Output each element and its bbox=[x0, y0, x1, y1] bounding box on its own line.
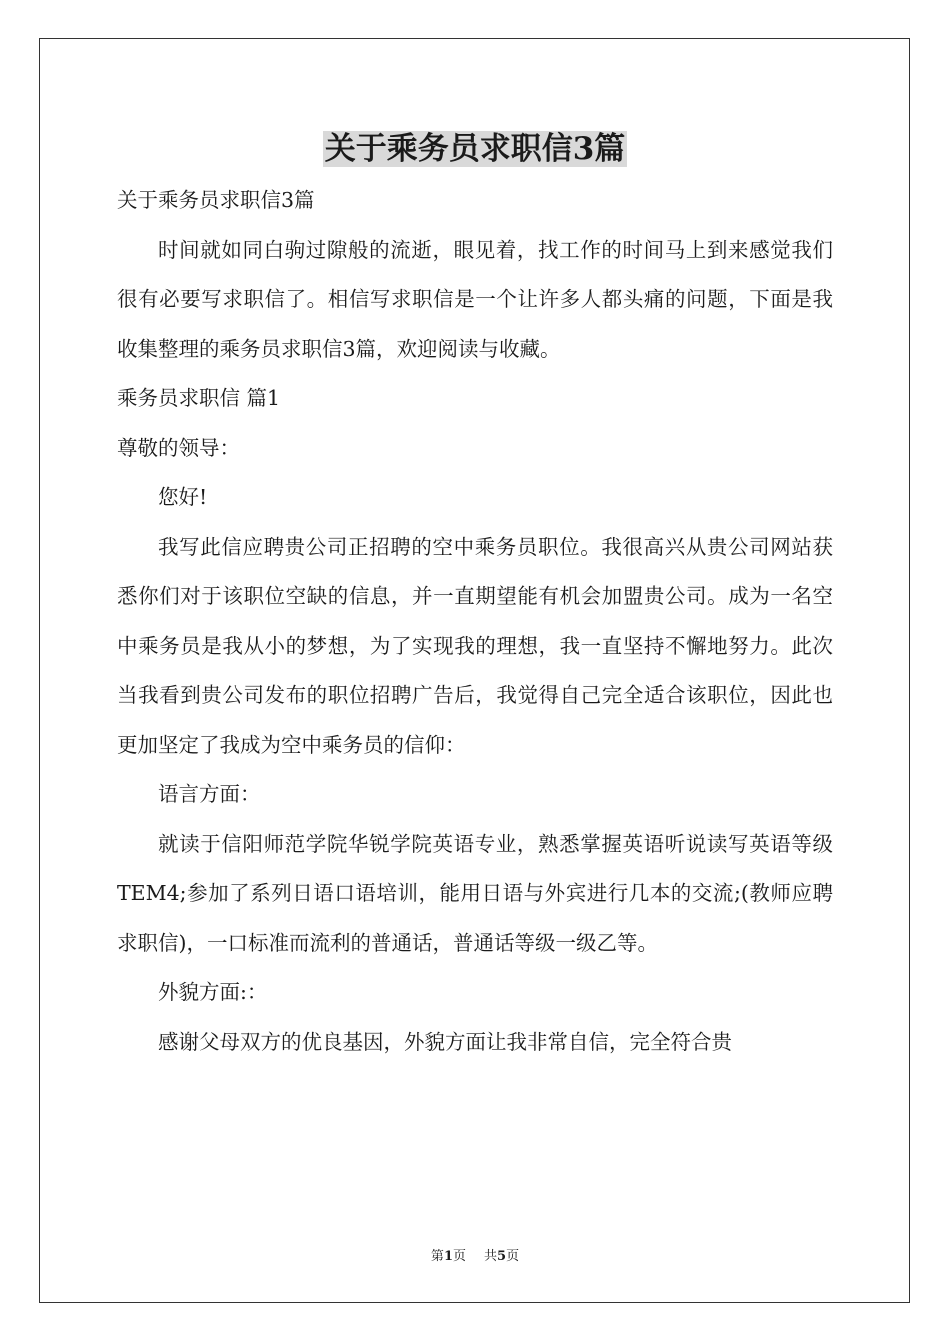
total-prefix: 共 bbox=[484, 1249, 498, 1264]
page-prefix: 第 bbox=[430, 1249, 444, 1264]
paragraph: 语言方面： bbox=[158, 782, 261, 806]
paragraph: 您好! bbox=[158, 485, 208, 509]
page-total: 5 bbox=[497, 1249, 507, 1264]
total-unit: 页 bbox=[506, 1249, 520, 1264]
paragraph: 关于乘务员求职信3篇 bbox=[117, 188, 315, 212]
paragraph: 感谢父母双方的优良基因，外貌方面让我非常自信，完全符合贵 bbox=[158, 1029, 732, 1054]
paragraph: 时间就如同白驹过隙般的流逝，眼见着，找工作的时间马上到来感觉我们很有必要写求职信了。相信写求职信是一个让许多人都头痛的问题，下面是我收集整理的乘务员求职信3篇，欢迎阅读与收藏。 bbox=[117, 237, 833, 361]
page-unit: 页 bbox=[452, 1249, 466, 1264]
paragraph: 外貌方面:： bbox=[158, 980, 268, 1004]
page-current: 1 bbox=[443, 1249, 453, 1264]
document-body bbox=[117, 176, 833, 1067]
document-title bbox=[0, 127, 950, 171]
paragraph: 乘务员求职信 篇1 bbox=[117, 386, 281, 410]
paragraph: 尊敬的领导： bbox=[117, 435, 240, 460]
paragraph: 就读于信阳师范学院华锐学院英语专业，熟悉掌握英语听说读写英语等级TEM4;参加了系列日语口语培训，能用日语与外宾进行几本的交流;(教师应聘求职信)，一口标准而流利的普通话，普通话等级一级乙等。 bbox=[117, 831, 833, 955]
paragraph: 我写此信应聘贵公司正招聘的空中乘务员职位。我很高兴从贵公司网站获悉你们对于该职位空缺的信息，并一直期望能有机会加盟贵公司。成为一名空中乘务员是我从小的梦想，为了实现我的理想，我一直坚持不懈地努力。此次当我看到贵公司发布的职位招聘广告后，我觉得自己完全适合该职位，因此也更加坚定了我成为空中乘务员的信仰： bbox=[117, 534, 833, 757]
document-title-text: 关于乘务员求职信3篇 bbox=[324, 131, 626, 167]
page-footer bbox=[0, 1248, 950, 1266]
